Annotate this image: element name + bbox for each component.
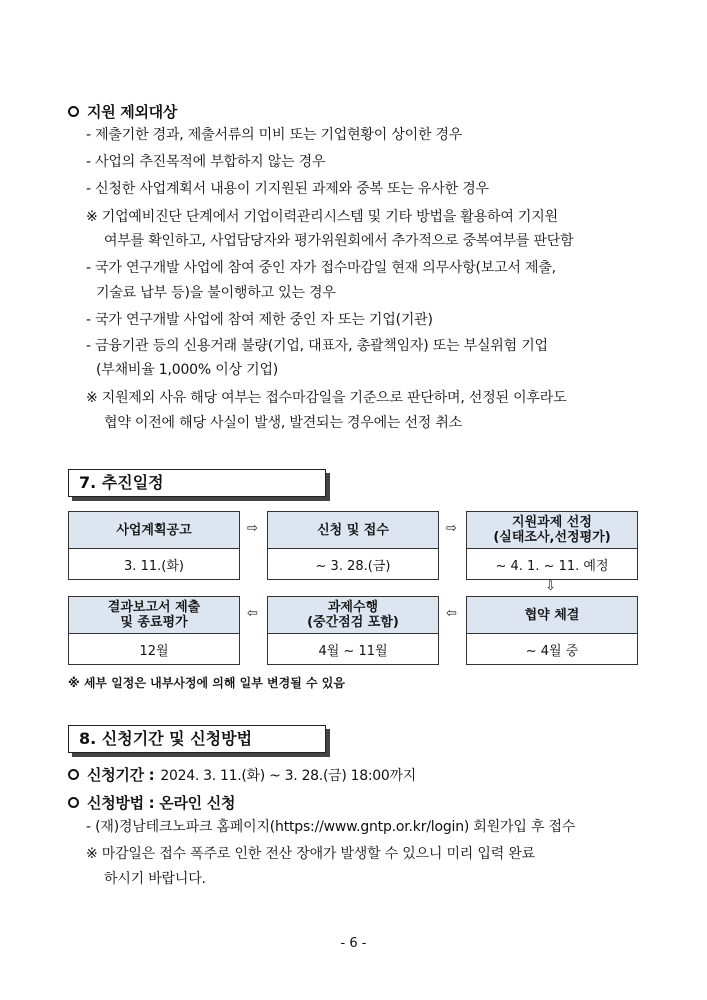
method-note-cont: 하시기 바랍니다.: [104, 871, 206, 887]
step-date: 12월: [69, 634, 239, 664]
exclusion-item: - 신청한 사업계획서 내용이 기지원된 과제와 중복 또는 유사한 경우: [86, 181, 489, 197]
method-row: [68, 792, 235, 813]
period-row: [68, 764, 416, 785]
circle-bullet-icon: [68, 769, 79, 780]
method-detail: - (재)경남테크노파크 홈페이지(https://www.gntp.or.kr/login) 회원가입 후 접수: [86, 819, 576, 835]
exclusion-note-cont: 협약 이전에 해당 사실이 발생, 발견되는 경우에는 선정 취소: [104, 415, 463, 431]
step-name: 결과보고서 제출 및 종료평가: [69, 597, 239, 634]
arrow-left-icon: ⇦: [446, 606, 457, 621]
exclusion-item: - 국가 연구개발 사업에 참여 제한 중인 자 또는 기업(기관): [86, 312, 433, 328]
page-number: - 6 -: [340, 936, 367, 951]
step-name: 신청 및 접수: [268, 512, 438, 549]
section-title-schedule: 7. 추진일정: [68, 469, 326, 497]
step-name: 과제수행 (중간점검 포함): [268, 597, 438, 634]
step-date: ~ 4. 1. ~ 11. 예정: [467, 549, 637, 579]
arrow-right-icon: ⇨: [446, 521, 457, 536]
arrow-left-icon: ⇦: [247, 606, 258, 621]
exclusion-note-cont: 여부를 확인하고, 사업담당자와 평가위원회에서 추가적으로 중복여부를 판단함: [104, 233, 574, 249]
schedule-step-1: [68, 511, 240, 580]
step-name: 사업계획공고: [69, 512, 239, 549]
arrow-right-icon: ⇨: [247, 521, 258, 536]
section-title-application: 8. 신청기간 및 신청방법: [68, 725, 326, 753]
schedule-step-4: [466, 596, 638, 665]
exclusion-item: - 사업의 추진목적에 부합하지 않는 경우: [86, 154, 326, 170]
step-date: ~ 4월 중: [467, 634, 637, 664]
step-date: 3. 11.(화): [69, 549, 239, 579]
arrow-down-icon: ⇩: [545, 579, 556, 594]
step-name: 협약 체결: [467, 597, 637, 634]
exclusion-note: ※ 기업예비진단 단계에서 기업이력관리시스템 및 기타 방법을 활용하여 기지원: [86, 209, 558, 225]
schedule-step-6: [68, 596, 240, 665]
period-value: 2024. 3. 11.(화) ~ 3. 28.(금) 18:00까지: [160, 767, 416, 784]
step-date: ~ 3. 28.(금): [268, 549, 438, 579]
period-label: 신청기간 :: [87, 766, 155, 784]
circle-bullet-icon: [68, 797, 79, 808]
exclusion-heading: 지원 제외대상: [68, 101, 177, 122]
schedule-note: ※ 세부 일정은 내부사정에 의해 일부 변경될 수 있음: [68, 676, 345, 690]
exclusion-item-cont: 기술료 납부 등)을 불이행하고 있는 경우: [96, 285, 336, 301]
schedule-step-2: [267, 511, 439, 580]
exclusion-item-cont: (부채비율 1,000% 이상 기업): [96, 362, 279, 378]
method-label: 신청방법 : 온라인 신청: [87, 794, 236, 812]
exclusion-item: - 제출기한 경과, 제출서류의 미비 또는 기업현황이 상이한 경우: [86, 127, 463, 143]
exclusion-note: ※ 지원제외 사유 해당 여부는 접수마감일을 기준으로 판단하며, 선정된 이후라도: [86, 390, 567, 406]
circle-bullet-icon: [68, 106, 79, 117]
step-name: 지원과제 선정 (실태조사,선정평가): [467, 512, 637, 549]
step-date: 4월 ~ 11월: [268, 634, 438, 664]
method-note: ※ 마감일은 접수 폭주로 인한 전산 장애가 발생할 수 있으니 미리 입력 완료: [86, 846, 535, 862]
exclusion-item: - 금융기관 등의 신용거래 불량(기업, 대표자, 총괄책임자) 또는 부실위험 기업: [86, 338, 548, 354]
exclusion-item: - 국가 연구개발 사업에 참여 중인 자가 접수마감일 현재 의무사항(보고서 제출,: [86, 260, 556, 276]
schedule-step-3: [466, 511, 638, 580]
schedule-step-5: [267, 596, 439, 665]
